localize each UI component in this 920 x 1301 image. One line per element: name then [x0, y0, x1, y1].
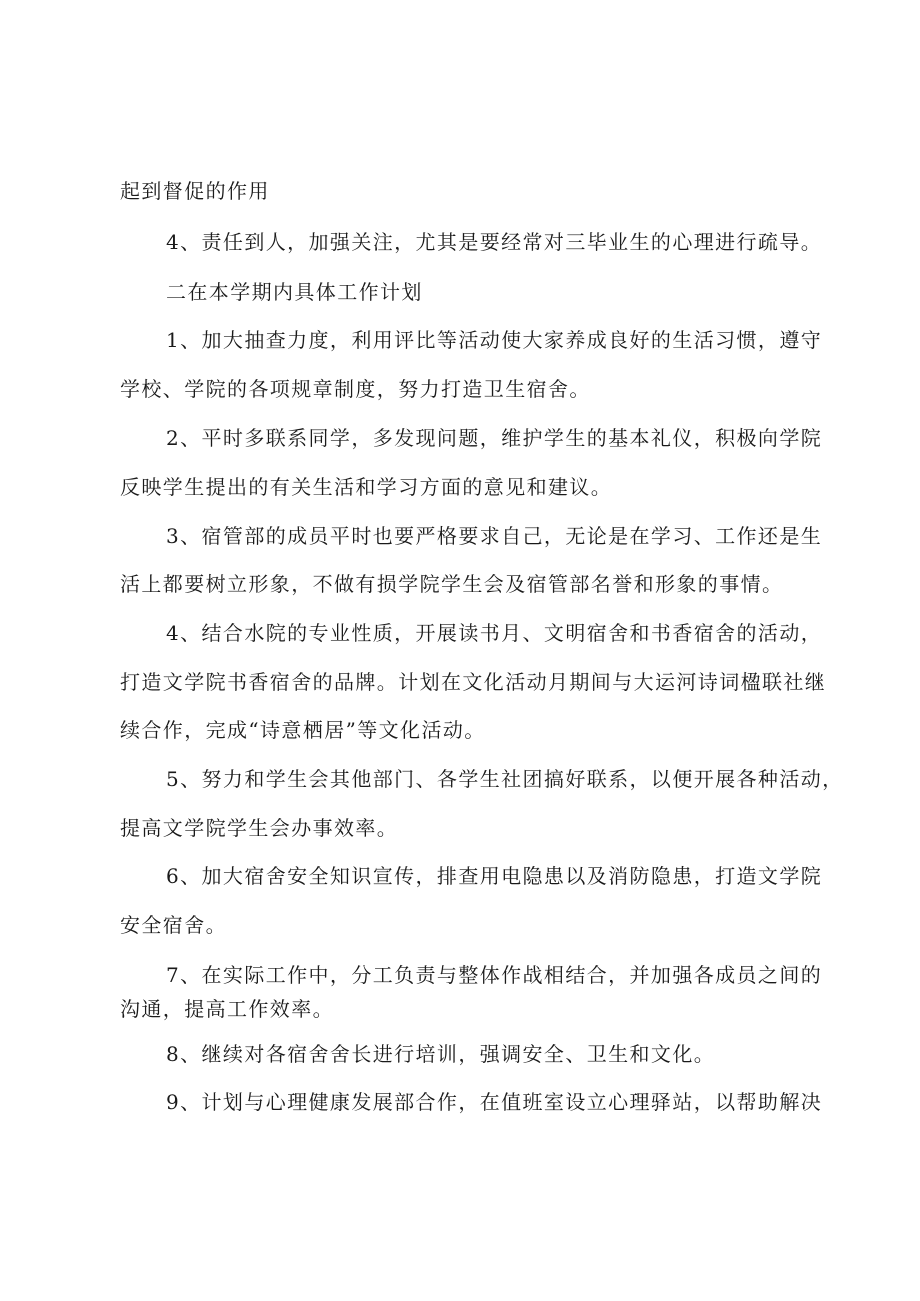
- section-heading: 二在本学期内具体工作计划: [166, 280, 423, 304]
- text-line: 活上都要树立形象，不做有损学院学生会及宿管部名誉和形象的事情。: [120, 572, 784, 596]
- text-line: 4、结合水院的专业性质，开展读书月、文明宿舍和书香宿舍的活动，: [166, 621, 823, 645]
- text-line: 起到督促的作用: [120, 179, 270, 203]
- text-line: 6、加大宿舍安全知识宣传，排查用电隐患以及消防隐患，打造文学院: [166, 864, 823, 888]
- text-line: 沟通，提高工作效率。: [120, 997, 334, 1021]
- text-line: 9、计划与心理健康发展部合作，在值班室设立心理驿站，以帮助解决: [166, 1090, 823, 1114]
- text-line: 提高文学院学生会办事效率。: [120, 816, 399, 840]
- text-line: 3、宿管部的成员平时也要严格要求自己，无论是在学习、工作还是生: [166, 524, 823, 548]
- text-line: 续合作，完成“诗意栖居”等文化活动。: [120, 718, 486, 742]
- text-line: 打造文学院书香宿舍的品牌。计划在文化活动月期间与大运河诗词楹联社继: [120, 670, 827, 694]
- text-line: 4、责任到人，加强关注，尤其是要经常对三毕业生的心理进行疏导。: [166, 230, 823, 254]
- text-line: 学校、学院的各项规章制度，努力打造卫生宿舍。: [120, 377, 591, 401]
- text-line: 反映学生提出的有关生活和学习方面的意见和建议。: [120, 475, 613, 499]
- text-line: 2、平时多联系同学，多发现问题，维护学生的基本礼仪，积极向学院: [166, 426, 823, 450]
- text-line: 1、加大抽查力度，利用评比等活动使大家养成良好的生活习惯，遵守: [166, 328, 823, 352]
- text-line: 安全宿舍。: [120, 913, 227, 937]
- text-line: 7、在实际工作中，分工负责与整体作战相结合，并加强各成员之间的: [166, 963, 823, 987]
- text-line: 8、继续对各宿舍舍长进行培训，强调安全、卫生和文化。: [166, 1042, 716, 1066]
- text-line: 5、努力和学生会其他部门、各学生社团搞好联系，以便开展各种活动，: [166, 767, 844, 791]
